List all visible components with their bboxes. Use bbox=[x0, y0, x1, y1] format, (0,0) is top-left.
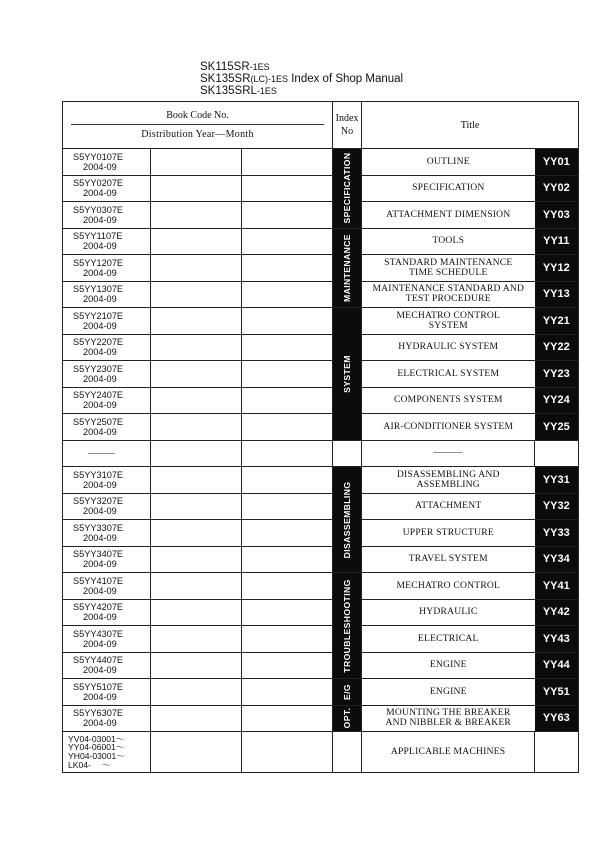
table-row bbox=[63, 520, 579, 547]
category-troubleshooting: TROUBLESHOOTING bbox=[333, 573, 362, 679]
revision-cell-1 bbox=[151, 334, 242, 361]
applicable-machines-row bbox=[63, 732, 579, 773]
index-badge: YY51 bbox=[535, 679, 579, 706]
shop-manual-index-table bbox=[62, 101, 579, 773]
table-row bbox=[63, 493, 579, 520]
index-badge: YY33 bbox=[535, 520, 579, 547]
index-badge: YY02 bbox=[535, 175, 579, 202]
category-opt: OPT. bbox=[333, 705, 362, 732]
table-row bbox=[63, 228, 579, 255]
revision-cell-2 bbox=[242, 467, 333, 494]
revision-cell-1 bbox=[151, 440, 242, 467]
index-badge: YY11 bbox=[535, 228, 579, 255]
table-row bbox=[63, 281, 579, 308]
book-code-cell: S5YY4207E 2004-09 bbox=[63, 599, 151, 626]
revision-cell-2 bbox=[242, 281, 333, 308]
revision-cell-1 bbox=[151, 308, 242, 335]
table-row bbox=[63, 175, 579, 202]
revision-cell-2 bbox=[242, 387, 333, 414]
revision-cell-2 bbox=[242, 520, 333, 547]
table-row bbox=[63, 546, 579, 573]
revision-cell-1 bbox=[151, 175, 242, 202]
revision-cell-2 bbox=[242, 149, 333, 176]
revision-cell-2 bbox=[242, 440, 333, 467]
table-row bbox=[63, 255, 579, 282]
category-system: SYSTEM bbox=[333, 308, 362, 441]
revision-cell-1 bbox=[151, 546, 242, 573]
table-row bbox=[63, 652, 579, 679]
title-cell: AIR-CONDITIONER SYSTEM bbox=[362, 414, 535, 441]
document-title: Index of Shop Manual bbox=[288, 73, 404, 85]
index-badge: YY34 bbox=[535, 546, 579, 573]
applicable-codes-cell: YV04-03001～ YY04-06001～ YH04-03001～ LK04- ～ bbox=[63, 732, 151, 773]
title-cell: SPECIFICATION bbox=[362, 175, 535, 202]
table-row bbox=[63, 705, 579, 732]
revision-cell-1 bbox=[151, 467, 242, 494]
title-cell: HYDRAULIC SYSTEM bbox=[362, 334, 535, 361]
table-row bbox=[63, 626, 579, 653]
revision-cell-1 bbox=[151, 228, 242, 255]
revision-cell-1 bbox=[151, 599, 242, 626]
book-code-cell: S5YY4407E 2004-09 bbox=[63, 652, 151, 679]
document-title-block bbox=[200, 61, 403, 97]
title-cell: COMPONENTS SYSTEM bbox=[362, 387, 535, 414]
revision-cell-1 bbox=[151, 679, 242, 706]
table-header-row bbox=[63, 102, 579, 149]
book-code-cell: S5YY1107E 2004-09 bbox=[63, 228, 151, 255]
table-row bbox=[63, 679, 579, 706]
table-row bbox=[63, 361, 579, 388]
book-code-cell: S5YY1207E 2004-09 bbox=[63, 255, 151, 282]
title-cell: ELECTRICAL SYSTEM bbox=[362, 361, 535, 388]
index-badge: YY41 bbox=[535, 573, 579, 600]
revision-cell-1 bbox=[151, 281, 242, 308]
revision-cell-1 bbox=[151, 573, 242, 600]
index-badge: YY43 bbox=[535, 626, 579, 653]
index-badge: YY63 bbox=[535, 705, 579, 732]
book-code-cell: S5YY2107E 2004-09 bbox=[63, 308, 151, 335]
table-row bbox=[63, 440, 579, 467]
title-cell: ATTACHMENT DIMENSION bbox=[362, 202, 535, 229]
revision-cell-1 bbox=[151, 149, 242, 176]
book-code-cell: S5YY2307E 2004-09 bbox=[63, 361, 151, 388]
index-badge: YY44 bbox=[535, 652, 579, 679]
index-badge: YY13 bbox=[535, 281, 579, 308]
category-eg: E/G bbox=[333, 679, 362, 706]
title-cell: ——— bbox=[362, 440, 535, 467]
title-cell: ELECTRICAL bbox=[362, 626, 535, 653]
index-badge-empty bbox=[535, 732, 579, 773]
revision-cell-2 bbox=[242, 255, 333, 282]
title-cell: MAINTENANCE STANDARD AND TEST PROCEDURE bbox=[362, 281, 535, 308]
book-code-cell: S5YY4307E 2004-09 bbox=[63, 626, 151, 653]
index-badge: YY21 bbox=[535, 308, 579, 335]
revision-cell-2 bbox=[242, 308, 333, 335]
title-cell: MECHATRO CONTROL SYSTEM bbox=[362, 308, 535, 335]
index-badge: YY25 bbox=[535, 414, 579, 441]
title-cell: HYDRAULIC bbox=[362, 599, 535, 626]
revision-cell-2 bbox=[242, 652, 333, 679]
revision-cell-2 bbox=[242, 414, 333, 441]
revision-cell-2 bbox=[242, 175, 333, 202]
index-badge: YY24 bbox=[535, 387, 579, 414]
table-row bbox=[63, 334, 579, 361]
category-empty bbox=[333, 732, 362, 773]
revision-cell-1 bbox=[151, 493, 242, 520]
index-badge: YY22 bbox=[535, 334, 579, 361]
book-code-cell: S5YY3107E 2004-09 bbox=[63, 467, 151, 494]
table-row bbox=[63, 573, 579, 600]
book-code-cell: S5YY2507E 2004-09 bbox=[63, 414, 151, 441]
revision-cell-1 bbox=[151, 626, 242, 653]
title-cell: ENGINE bbox=[362, 652, 535, 679]
revision-cell-1 bbox=[151, 361, 242, 388]
table-row bbox=[63, 467, 579, 494]
index-badge: YY01 bbox=[535, 149, 579, 176]
book-code-cell: S5YY0107E 2004-09 bbox=[63, 149, 151, 176]
category-specification: SPECIFICATION bbox=[333, 149, 362, 229]
revision-cell-2 bbox=[242, 705, 333, 732]
book-code-cell: S5YY3207E 2004-09 bbox=[63, 493, 151, 520]
table-row bbox=[63, 202, 579, 229]
index-badge-empty bbox=[535, 440, 579, 467]
revision-cell-1 bbox=[151, 414, 242, 441]
revision-cell-2 bbox=[242, 626, 333, 653]
book-code-cell: S5YY3307E 2004-09 bbox=[63, 520, 151, 547]
model-line-1: SK115SR-1ES bbox=[200, 61, 270, 73]
title-cell: TRAVEL SYSTEM bbox=[362, 546, 535, 573]
book-code-cell: S5YY4107E 2004-09 bbox=[63, 573, 151, 600]
title-cell: ENGINE bbox=[362, 679, 535, 706]
revision-cell-2 bbox=[242, 228, 333, 255]
index-badge: YY31 bbox=[535, 467, 579, 494]
index-badge: YY32 bbox=[535, 493, 579, 520]
title-cell: MECHATRO CONTROL bbox=[362, 573, 535, 600]
title-header: Title bbox=[362, 102, 579, 149]
book-code-cell: S5YY5107E 2004-09 bbox=[63, 679, 151, 706]
book-code-cell: S5YY1307E 2004-09 bbox=[63, 281, 151, 308]
revision-cell-1 bbox=[151, 705, 242, 732]
revision-cell-1 bbox=[151, 255, 242, 282]
revision-cell-2 bbox=[242, 361, 333, 388]
table-row bbox=[63, 599, 579, 626]
title-cell: STANDARD MAINTENANCE TIME SCHEDULE bbox=[362, 255, 535, 282]
revision-cell-1 bbox=[151, 520, 242, 547]
title-cell: UPPER STRUCTURE bbox=[362, 520, 535, 547]
table-row bbox=[63, 387, 579, 414]
book-code-cell: S5YY0207E 2004-09 bbox=[63, 175, 151, 202]
revision-cell-2 bbox=[242, 573, 333, 600]
index-badge: YY42 bbox=[535, 599, 579, 626]
category-empty bbox=[333, 440, 362, 467]
model-line-2: SK135SR(LC)-1ES Index of Shop Manual bbox=[200, 73, 404, 85]
applicable-machines-title: APPLICABLE MACHINES bbox=[362, 732, 535, 773]
revision-cell-1 bbox=[151, 652, 242, 679]
title-cell: ATTACHMENT bbox=[362, 493, 535, 520]
book-code-header: Book Code No. Distribution Year—Month bbox=[63, 102, 333, 149]
table-row bbox=[63, 308, 579, 335]
title-cell: MOUNTING THE BREAKER AND NIBBLER & BREAKER bbox=[362, 705, 535, 732]
table-row bbox=[63, 149, 579, 176]
index-badge: YY12 bbox=[535, 255, 579, 282]
title-cell: TOOLS bbox=[362, 228, 535, 255]
book-code-cell: S5YY0307E 2004-09 bbox=[63, 202, 151, 229]
revision-cell-2 bbox=[242, 493, 333, 520]
revision-cell-2 bbox=[242, 679, 333, 706]
book-code-cell: S5YY6307E 2004-09 bbox=[63, 705, 151, 732]
title-cell: OUTLINE bbox=[362, 149, 535, 176]
book-code-cell: S5YY3407E 2004-09 bbox=[63, 546, 151, 573]
index-badge: YY23 bbox=[535, 361, 579, 388]
revision-cell-2 bbox=[242, 599, 333, 626]
title-cell: DISASSEMBLING AND ASSEMBLING bbox=[362, 467, 535, 494]
revision-cell-2 bbox=[242, 546, 333, 573]
revision-cell-2 bbox=[242, 202, 333, 229]
category-disassembling: DISASSEMBLING bbox=[333, 467, 362, 573]
index-badge: YY03 bbox=[535, 202, 579, 229]
category-maintenance: MAINTENANCE bbox=[333, 228, 362, 308]
revision-cell-1 bbox=[151, 732, 242, 773]
revision-cell-2 bbox=[242, 334, 333, 361]
book-code-cell: ——— bbox=[63, 440, 151, 467]
book-code-cell: S5YY2407E 2004-09 bbox=[63, 387, 151, 414]
index-no-header: Index No bbox=[333, 102, 362, 149]
book-code-cell: S5YY2207E 2004-09 bbox=[63, 334, 151, 361]
revision-cell-1 bbox=[151, 202, 242, 229]
table-row bbox=[63, 414, 579, 441]
revision-cell-2 bbox=[242, 732, 333, 773]
model-line-3: SK135SRL-1ES bbox=[200, 85, 277, 97]
revision-cell-1 bbox=[151, 387, 242, 414]
